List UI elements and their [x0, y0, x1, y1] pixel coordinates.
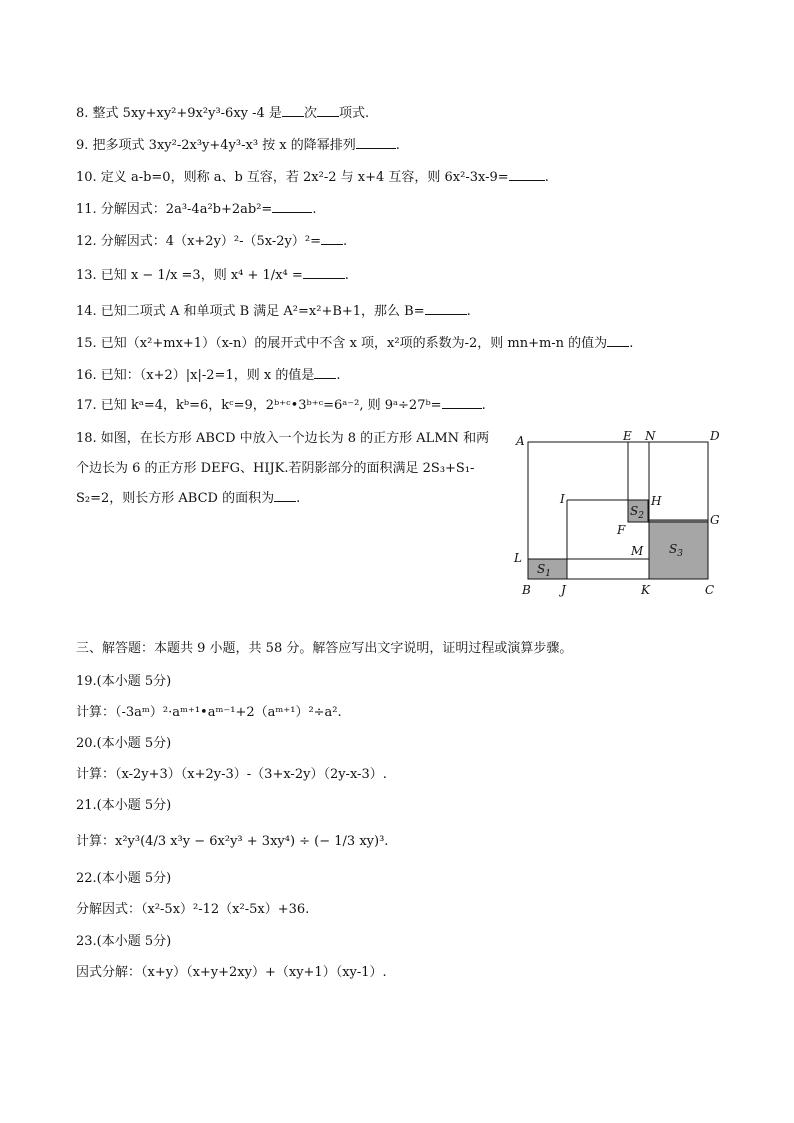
question-text: 18. 如图，在长方形 ABCD 中放入一个边长为 8 的正方形 ALMN 和两个边长为 6 的正方形 DEFG、HIJK.若阴影部分的面积满足 2S₃+S₁-S₂=2，则长方形 ABCD 的面积为: [76, 431, 490, 506]
question-14: [76, 302, 471, 321]
question-13: [76, 266, 349, 285]
problem-title: 23.(本小题 5分): [76, 934, 172, 949]
answer-blank[interactable]: [607, 334, 629, 347]
question-text: 17. 已知 kᵃ=4，kᵇ=6，kᶜ=9，2ᵇ⁺ᶜ•3ᵇ⁺ᶜ=6ᵃ⁻², 则 9ᵃ÷27ᵇ=: [76, 398, 442, 413]
question-text: 项式.: [338, 106, 370, 121]
label-k: K: [641, 583, 650, 597]
question-15: [76, 334, 633, 353]
label-b: B: [522, 583, 531, 597]
question-text: 12. 分解因式：4（x+2y）²-（5x-2y）²=: [76, 234, 322, 249]
question-11: [76, 200, 316, 219]
rectangle-figure: [505, 425, 745, 600]
label-s3: $S_3$: [669, 542, 683, 559]
question-text: 15. 已知（x²+mx+1）（x-n）的展开式中不含 x 项，x²项的系数为-2，则 mn+m-n 的值为: [76, 336, 608, 351]
label-n: N: [645, 429, 656, 443]
answer-blank[interactable]: [425, 302, 467, 315]
question-text: 16. 已知：（x+2）|x|-2=1，则 x 的值是: [76, 368, 315, 383]
label-e: E: [623, 429, 632, 443]
label-f: F: [617, 523, 626, 537]
question-17: [76, 396, 486, 415]
label-g: G: [710, 513, 720, 527]
answer-blank[interactable]: [272, 200, 312, 213]
answer-blank[interactable]: [509, 168, 545, 181]
problem-body: 分解因式：（x²-5x）²-12（x²-5x）+36.: [76, 902, 310, 917]
geometry-diagram: [505, 425, 745, 600]
label-d: D: [710, 429, 720, 443]
answer-blank[interactable]: [282, 104, 304, 117]
label-s1: $S_1$: [537, 562, 551, 579]
problem-body: 计算：（x-2y+3）（x+2y-3）-（3+x-2y）（2y-x-3）.: [76, 767, 387, 782]
answer-blank[interactable]: [274, 489, 296, 502]
answer-blank[interactable]: [314, 366, 336, 379]
answer-blank[interactable]: [303, 266, 345, 279]
answer-blank[interactable]: [321, 232, 343, 245]
label-a: A: [516, 434, 525, 448]
question-text: 次: [303, 106, 317, 121]
label-i: I: [560, 492, 565, 506]
question-text: .: [343, 234, 348, 249]
question-9: [76, 136, 400, 155]
problem-body: 因式分解：（x+y）（x+y+2xy）+（xy+1）（xy-1）.: [76, 965, 387, 980]
question-text: 11. 分解因式：2a³-4a²b+2ab²=: [76, 202, 273, 217]
question-text: 10. 定义 a-b=0，则称 a、b 互容，若 2x²-2 与 x+4 互容，则 6x²-3x-9=: [76, 170, 509, 185]
problem-title: 22.(本小题 5分): [76, 871, 172, 886]
answer-blank[interactable]: [317, 104, 339, 117]
question-text: .: [296, 491, 301, 506]
question-10: [76, 168, 549, 187]
answer-blank[interactable]: [356, 136, 396, 149]
question-text: 14. 已知二项式 A 和单项式 B 满足 A²=x²+B+1，那么 B=: [76, 304, 425, 319]
question-text: .: [481, 398, 486, 413]
question-text: 8. 整式 5xy+xy²+9x²y³-6xy -4 是: [76, 106, 282, 121]
problem-title: 20.(本小题 5分): [76, 736, 172, 751]
question-text: 13. 已知 x − 1/x =3，则 x⁴ + 1/x⁴ =: [76, 268, 303, 283]
label-s2: $S_2$: [630, 504, 644, 521]
problem-body: 计算：x²y³(4/3 x³y − 6x²y³ + 3xy⁴) ÷ (− 1/3 xy)³.: [76, 834, 389, 849]
section-header: 三、解答题：本题共 9 小题，共 58 分。解答应写出文字说明，证明过程或演算步骤。: [76, 641, 573, 656]
question-text: .: [629, 336, 634, 351]
question-text: 9. 把多项式 3xy²-2x³y+4y³-x³ 按 x 的降幂排列: [76, 138, 356, 153]
question-16: [76, 366, 340, 385]
question-text: .: [466, 304, 471, 319]
label-h: H: [651, 494, 662, 508]
question-8: [76, 104, 369, 123]
question-text: .: [312, 202, 317, 217]
problem-title: 19.(本小题 5分): [76, 674, 172, 689]
question-12: [76, 232, 347, 251]
label-c: C: [705, 583, 715, 597]
question-text: .: [395, 138, 400, 153]
label-j: J: [561, 583, 566, 597]
question-text: .: [544, 170, 549, 185]
problem-title: 21.(本小题 5分): [76, 798, 172, 813]
question-text: .: [344, 268, 349, 283]
answer-blank[interactable]: [442, 396, 482, 409]
label-m: M: [631, 544, 644, 558]
question-text: .: [336, 368, 341, 383]
label-l: L: [514, 551, 522, 565]
problem-body: 计算：（-3aᵐ）²·aᵐ⁺¹•aᵐ⁻¹+2（aᵐ⁺¹）²÷a².: [76, 705, 342, 720]
question-18: [76, 424, 496, 514]
